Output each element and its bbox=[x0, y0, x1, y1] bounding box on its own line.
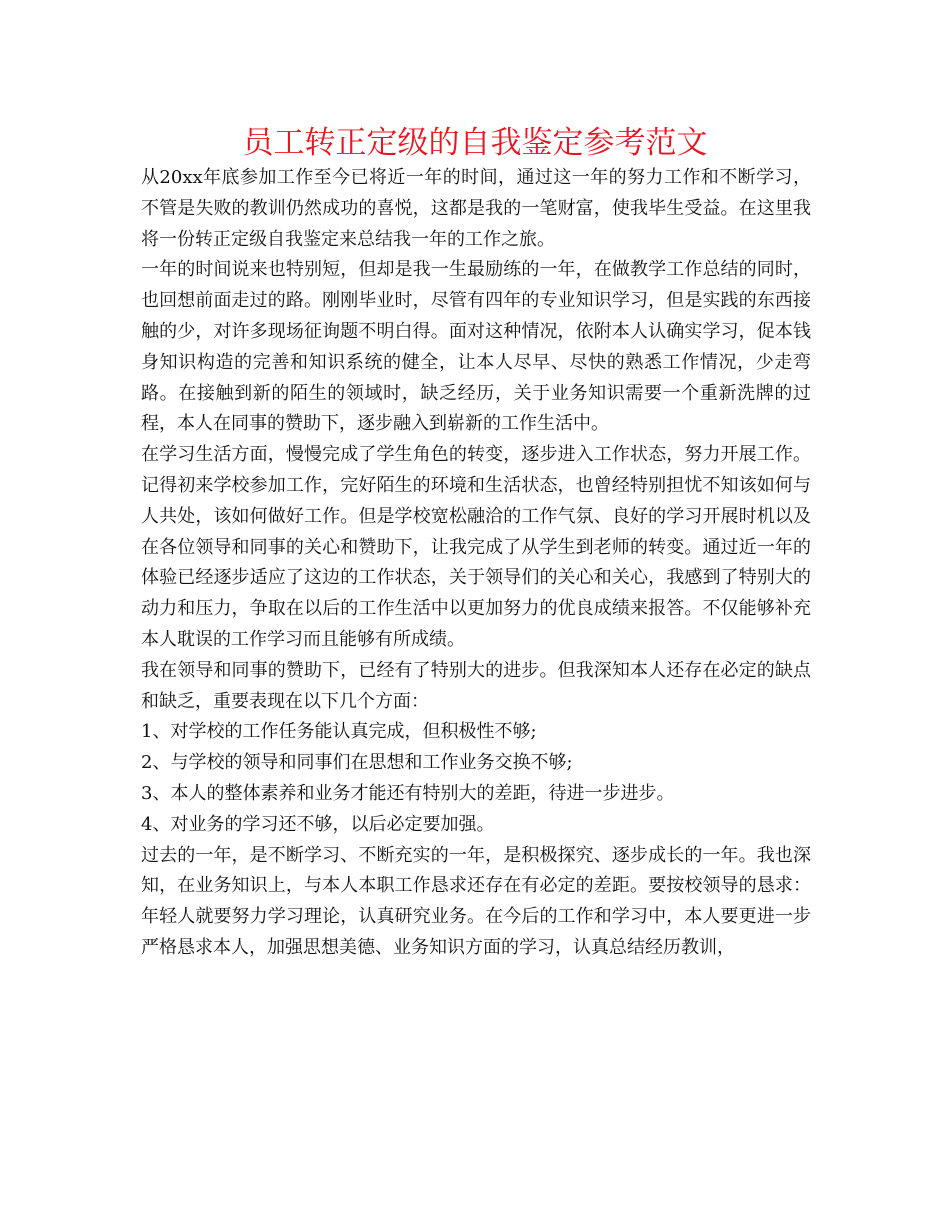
paragraph-shortcomings: 我在领导和同事的赞助下，已经有了特别大的进步。但我深知本人还存在必定的缺点和缺乏，重要表现在以下几个方面： bbox=[141, 659, 811, 712]
list-item-2: 2、与学校的领导和同事们在思想和工作业务交换不够; bbox=[141, 752, 573, 774]
list-item-1: 1、对学校的工作任务能认真完成，但积极性不够; bbox=[141, 721, 537, 743]
list-item-4: 4、对业务的学习还不够，以后必定要加强。 bbox=[141, 813, 495, 835]
paragraph-intro: 从20xx年底参加工作至今已将近一年的时间，通过这一年的努力工作和不断学习，不管是失败的教训仍然成功的喜悦，这都是我的一笔财富，使我毕生受益。在这里我将一份转正定级自我鉴定来总结我一年的工作之旅。 bbox=[141, 167, 811, 250]
paragraph-first-year: 一年的时间说来也特别短，但却是我一生最励练的一年，在做教学工作总结的同时，也回想前面走过的路。刚刚毕业时，尽管有四年的专业知识学习，但是实践的东西接触的少，对许多现场征询题不明白得。面对这种情况，依附本人认确实学习，促本钱身知识构造的完善和知识系统的健全，让本人尽早、尽快的熟悉工作情况，少走弯路。在接触到新的陌生的领域时，缺乏经历，关于业务知识需要一个重新洗牌的过程，本人在同事的赞助下，逐步融入到崭新的工作生活中。 bbox=[141, 259, 811, 435]
document-title: 员工转正定级的自我鉴定参考范文 bbox=[242, 125, 708, 161]
paragraph-study-life: 在学习生活方面，慢慢完成了学生角色的转变，逐步进入工作状态，努力开展工作。记得初来学校参加工作，完好陌生的环境和生活状态，也曾经特别担忧不知该如何与人共处，该如何做好工作。但是学校宽松融洽的工作气氛、良好的学习开展时机以及在各位领导和同事的关心和赞助下，让我完成了从学生到老师的转变。通过近一年的体验已经逐步适应了这边的工作状态，关于领导们的关心和关心，我感到了特别大的动力和压力，争取在以后的工作生活中以更加努力的优良成绩来报答。不仅能够补充本人耽误的工作学习而且能够有所成绩。 bbox=[141, 444, 811, 650]
list-item-3: 3、本人的整体素养和业务才能还有特别大的差距，待进一步进步。 bbox=[141, 782, 675, 804]
paragraph-closing: 过去的一年，是不断学习、不断充实的一年，是积极探究、逐步成长的一年。我也深知，在业务知识上，与本人本职工作恳求还存在有必定的差距。要按校领导的恳求：年轻人就要努力学习理论，认真研究业务。在今后的工作和学习中，本人要更进一步严格恳求本人，加强思想美德、业务知识方面的学习，认真总结经历教训， bbox=[141, 844, 811, 958]
document-body bbox=[141, 163, 811, 964]
